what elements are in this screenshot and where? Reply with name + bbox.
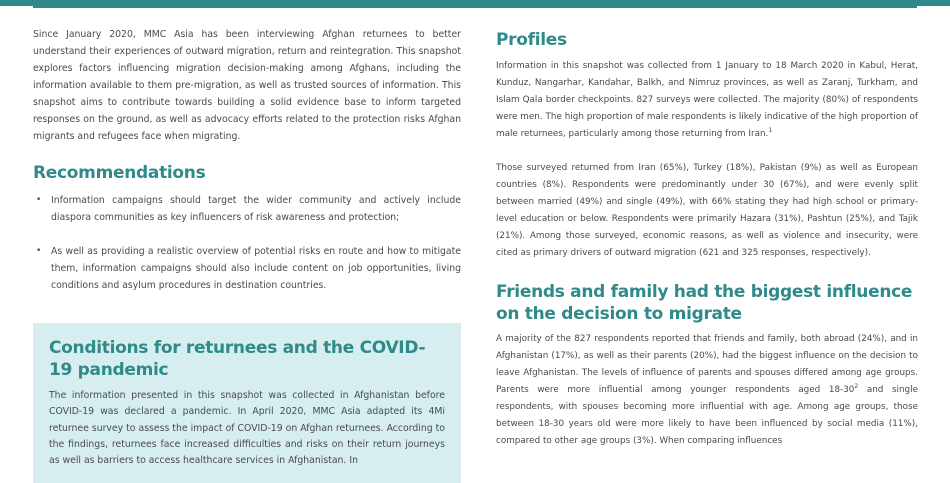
footnote-ref-1[interactable]: 1: [768, 127, 773, 135]
left-column: [33, 26, 461, 311]
friends-text-b: and single respondents, with spouses becoming more influential with age. Among age groups, those between 18-30 years old were more likely to have been influenced by social media (11%), compared to other age groups (3%). When comparing influences: [496, 385, 918, 446]
friends-family-paragraph: [496, 331, 918, 450]
recommendation-text: As well as providing a realistic overview of potential risks en route and how to mitigate them, information campaigns should also include content on job opportunities, living conditions and asylum procedures in destination countries.: [51, 246, 461, 291]
right-column: [496, 30, 918, 450]
bullet-icon: •: [36, 195, 42, 205]
friends-family-heading: Friends and family had the biggest influence on the decision to migrate: [496, 282, 913, 324]
profiles-text-1: Information in this snapshot was collected from 1 January to 18 March 2020 in Kabul, Herat, Kunduz, Nangarhar, Kandahar, Balkh, and Nimruz provinces, as well as Zaranj, Turkham, and Islam Qala border checkpoints. 827 surveys were collected. The majority (80%) of respondents were men. The high proportion of male respondents is likely indicative of the high proportion of male returnees, particularly among those returning from Iran.: [496, 61, 918, 139]
covid-paragraph: The information presented in this snapshot was collected in Afghanistan before COVID-19 was declared a pandemic. In April 2020, MMC Asia adapted its 4Mi returnee survey to assess the impact of COVID-19 on Afghan returnees. According to the findings, returnees face increased difficulties and risks on their return journeys as well as barriers to access healthcare services in Afghanistan. In: [49, 390, 445, 467]
profiles-paragraph-1: [496, 58, 918, 143]
friends-text-a: A majority of the 827 respondents reported that friends and family, both abroad (24%), and in Afghanistan (17%), as well as their parents (20%), had the biggest influence on the decision to leave Afghanistan. The levels of influence of parents and spouses differed among age groups. Parents were more influential among younger respondents aged 18-30: [496, 334, 918, 395]
recommendation-text: Information campaigns should target the wider community and actively include diaspora communities as key influencers of risk awareness and protection;: [51, 195, 461, 223]
recommendation-item: [33, 192, 461, 226]
profiles-paragraph-2: Those surveyed returned from Iran (65%), Turkey (18%), Pakistan (9%) as well as European countries (8%). Respondents were predominantly under 30 (67%), and were evenly split between married (49%) and single (49%), with 66% stating they had high school or primary-level education or below. Respondents were primarily Hazara (31%), Pashtun (25%), and Tajik (21%). Among those surveyed, economic reasons, as well as violence and insecurity, were cited as primary drivers of outward migration (621 and 325 responses, respectively).: [496, 163, 918, 258]
footnote-ref-2[interactable]: 2: [854, 383, 859, 391]
intro-paragraph: Since January 2020, MMC Asia has been interviewing Afghan returnees to better understand their experiences of outward migration, return and reintegration. This snapshot explores factors influencing migration decision-making among Afghans, including the information available to them pre-migration, as well as trusted sources of information. This snapshot aims to contribute towards building a solid evidence base to inform targeted responses on the ground, as well as advocacy efforts related to the protection risks Afghan migrants and refugees face when migrating.: [33, 29, 461, 142]
header-rule: [33, 6, 917, 8]
bullet-icon: •: [36, 246, 42, 256]
recommendation-item: [33, 243, 461, 294]
profiles-heading: Profiles: [496, 30, 567, 50]
recommendations-list: [33, 192, 461, 294]
covid-callout-box: [33, 323, 461, 483]
recommendations-heading: Recommendations: [33, 163, 206, 183]
covid-heading: Conditions for returnees and the COVID-19 pandemic: [49, 338, 426, 380]
